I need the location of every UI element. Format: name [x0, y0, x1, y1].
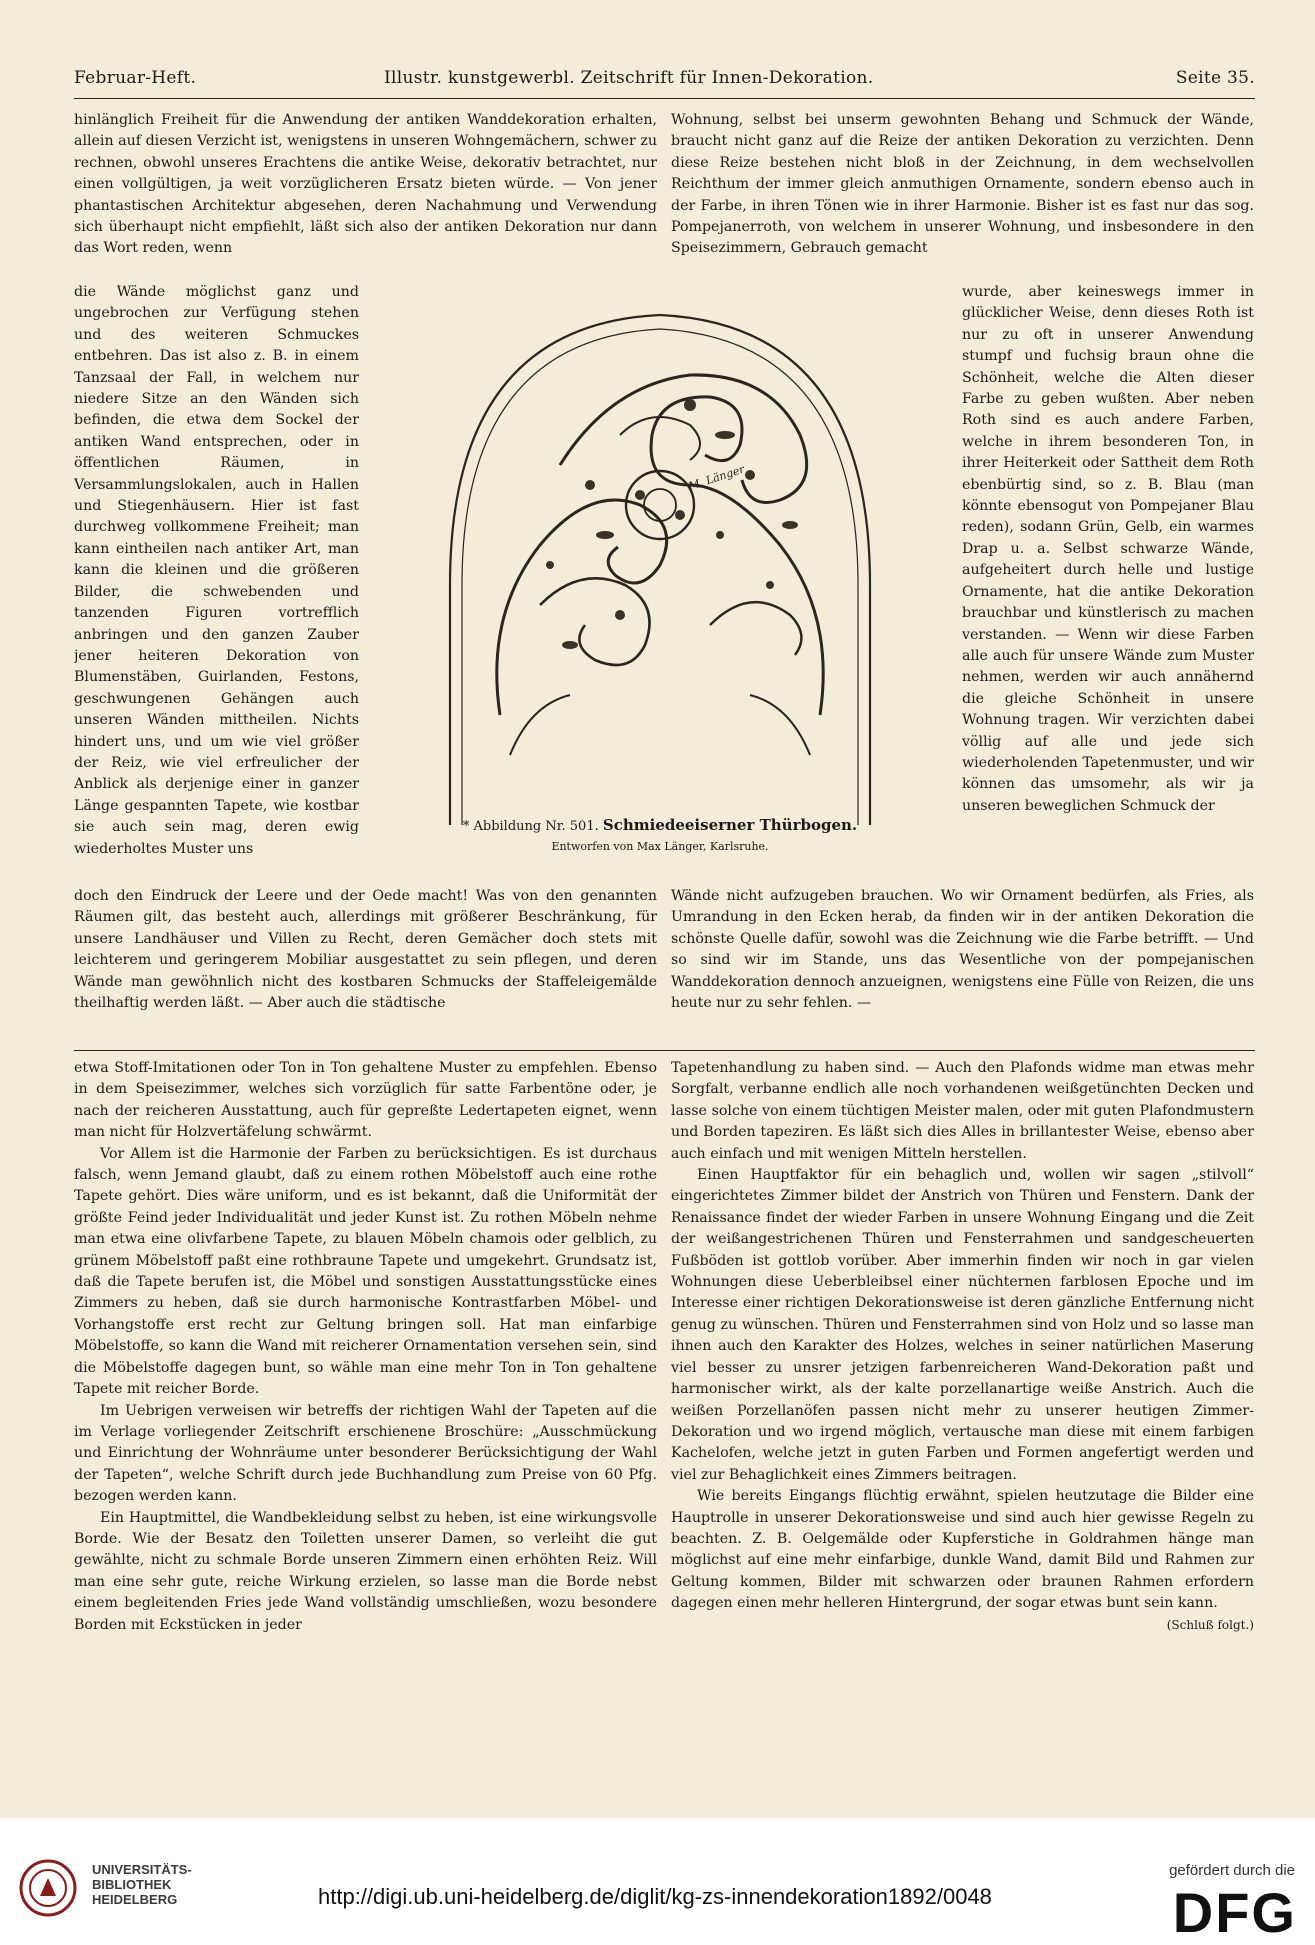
- lower-right-column: [671, 1058, 1254, 1758]
- paragraph: die Wände möglichst ganz und ungebrochen zur Verfügung stehen und des weiteren Schmuckes entbehren. Das ist also z. B. in einem Tanzsaal der Fall, in welchem nur niedere Sitze an den Wänden sich befinden, die etwa dem Sockel der antiken Wand entsprechen, oder in öffentlichen Räumen, in Versammlungslokalen, auch in Hallen und Stiegenhäusern. Hier ist fast durchweg vollkommene Freiheit; man kann eintheilen nach antiker Art, man kann die kleinen und die größeren Bilder, die schwebenden und tanzenden Figuren vortrefflich anbringen und den ganzen Zauber jener heiteren Dekoration von Blumenstäben, Guirlanden, Festons, geschwungenen Gehängen auch unseren Wänden mittheilen. Nichts hindert uns, und um wie viel größer der Reiz, wie viel erfreulicher der Anblick als derjenige einer in ganzer Länge gespannten Tapete, wie kostbar sie auch sein mag, deren ewig wiederholtes Muster uns: [74, 284, 359, 857]
- upper-left-bottom-text: [74, 886, 657, 1036]
- paragraph: Tapetenhandlung zu haben sind. — Auch den Plafonds widme man etwas mehr Sorgfalt, verbanne endlich alle noch vorhandenen weißgetünchten Decken und lasse solche von einem tüchtigen Meister malen, oder mit guten Plafondmustern und Borden tapeziren. Es läßt sich dies Alles in brillantester Weise, ebenso aber auch einfach und mit wenigen Mitteln herstellen.: [671, 1060, 1254, 1162]
- paragraph: Wände nicht aufzugeben brauchen. Wo wir Ornament bedürfen, als Fries, als Umrandung in den Ecken herab, da finden wir in der antiken Dekoration die schönste Quelle dafür, sowohl was die Zeichnung wie die Farbe betrifft. — Und so sind wir im Stande, uns das Wesentliche von der pompejanischen Wanddekoration dennoch anzueignen, wenigstens eine Fülle von Reizen, die uns heute nur zu sehr fehlen. —: [671, 888, 1254, 1012]
- header-journal-title: Illustr. kunstgewerbl. Zeitschrift für Innen-Dekoration.: [384, 68, 874, 88]
- section-rule: [74, 1050, 1255, 1051]
- paragraph: wurde, aber keineswegs immer in glücklicher Weise, denn dieses Roth ist nur zu oft in unserer Anwendung stumpf und fuchsig braun ohne die Schönheit, welche die Alten dieser Farbe zu geben wußten. Aber neben Roth sind es auch andere Farben, welche in ihrem besonderen Ton, in ihrer Heiterkeit oder Sattheit dem Roth ebenbürtig sind, so z. B. Blau (man könnte ebensogut von Pompejaner Blau reden), sodann Grün, Gelb, ein warmes Drap u. a. Selbst schwarze Wände, aufgeheitert durch helle und lustige Ornamente, hat die antike Dekoration brauchbar und künstlerisch zu machen verstanden. — Wenn wir diese Farben alle auch für unsere Wände zum Muster nehmen, werden wir auch annähernd die gleiche Schönheit in unsere Wohnung tragen. Wir verzichten dabei völlig auf alle und jede sich wiederholenden Tapetenmuster, und wir können das umsomehr, als wir ja unseren beweglichen Schmuck der: [962, 284, 1254, 814]
- figure-credit: Entworfen von Max Länger, Karlsruhe.: [551, 840, 769, 853]
- source-url-link[interactable]: http://digi.ub.uni-heidelberg.de/diglit/kg-zs-innendekoration1892/0048: [318, 1884, 992, 1909]
- header-page-number: Seite 35.: [1175, 68, 1255, 88]
- continuation-note: (Schluß folgt.): [1166, 1617, 1254, 1632]
- upper-right-bottom-text: [671, 886, 1254, 1036]
- wrought-iron-arch-illustration: [390, 285, 930, 835]
- upper-left-narrow-text: [74, 282, 359, 886]
- paragraph: Wie bereits Eingangs flüchtig erwähnt, spielen heutzutage die Bilder eine Hauptrolle in unserer Dekorationsweise und sind auch hier gewisse Regeln zu beachten. Z. B. Oelgemälde oder Kupferstiche in Goldrahmen hänge man möglichst auf eine mehr einfarbige, dunkle Wand, damit Bild und Rahmen zur Geltung kommen, Bilder mit schwarzen oder braunen Rahmen erfordern dagegen einen mehr helleren Hintergrund, der sogar etwas bunt sein kann.: [671, 1488, 1254, 1612]
- figure-number: * Abbildung Nr. 501.: [462, 819, 599, 834]
- figure-title: Schmiedeeiserner Thürbogen.: [602, 816, 858, 834]
- figure-caption: [400, 816, 920, 834]
- paragraph: Einen Hauptfaktor für ein behaglich und, wollen wir sagen „stilvoll“ eingerichtetes Zimmer bildet der Anstrich von Thüren und Fenstern. Dank der Renaissance findet der wieder Farben in unsere Wohnung Eingang und die Zeit der weißangestrichenen Thüren und Fensterrahmen und sandgescheuerten Fußböden ist gottlob vorüber. Aber immerhin finden wir noch in gar vielen Wohnungen diese Ueberbleibsel einer nüchternen farblosen Epoche und im Interesse einer richtigen Dekorationsweise ist deren gänzliche Entfernung nicht genug zu wünschen. Thüren und Fensterrahmen sind von Holz und so lasse man ihnen auch den Karakter des Holzes, welches in seiner natürlichen Maserung viel besser zu unsrer jetzigen farbenreicheren Wand-Dekoration paßt und harmonischer wirkt, als der kalte porzellanartige weiße Anstrich. Auch die weißen Porzellanöfen passen nicht mehr zu unserer heutigen Zimmer-Dekoration und wo irgend möglich, vertausche man diese mit einem farbigen Kachelofen, welche jetzt in guten Farben und Formen angefertigt werden und viel zur Behaglichkeit eines Zimmers beitragen.: [671, 1167, 1254, 1483]
- upper-left-text: [74, 110, 657, 282]
- upper-right-text: [671, 110, 1254, 282]
- paragraph: doch den Eindruck der Leere und der Oede macht! Was von den genannten Räumen gilt, das besteht auch, allerdings mit größerer Beschränkung, für unsere Landhäuser und Villen zu Recht, deren Gemächer doch stets mit leichterem und geringerem Mobiliar ausgestattet zu sein pflegen, und deren Wände man gewöhnlich nicht des kostbaren Schmucks der Staffeleigemälde theilhaftig werden läßt. — Aber auch die städtische: [74, 888, 657, 1012]
- paragraph: Ein Hauptmittel, die Wandbekleidung selbst zu heben, ist eine wirkungsvolle Borde. Wie der Besatz den Toiletten unserer Damen, so verleiht die gut gewählte, nicht zu schmale Borde unseren Zimmern einen erhöhten Reiz. Will man eine sehr gute, reiche Wirkung erzielen, so lasse man die Borde nebst einem begleitenden Fries jede Wand vollständig umschließen, wozu besondere Borden mit Eckstücken in jeder: [74, 1509, 657, 1633]
- dfg-logo: DFG: [1172, 1881, 1297, 1944]
- paragraph: Im Uebrigen verweisen wir betreffs der richtigen Wahl der Tapeten auf die im Verlage vorliegender Zeitschrift erschienene Broschüre: „Ausschmückung und Einrichtung der Wohnräume unter besonderer Berücksichtigung der Wahl der Tapeten“, welche Schrift durch jede Buchhandlung zum Preise von 60 Pfg. bezogen werden kann.: [74, 1402, 657, 1505]
- paragraph: hinlänglich Freiheit für die Anwendung der antiken Wanddekoration erhalten, allein auf diesen Verzicht ist, wenigstens in unseren Wohngemächern, schwer zu rechnen, obwohl unseres Erachtens die antike Weise, dekorativ betrachtet, nur einen vollgültigen, ja weit vorzüglicheren Ersatz bieten würde. — Von jener phantastischen Architektur abgesehen, deren Nachahmung und Verwendung sich überhaupt nicht empfiehlt, läßt sich also der antiken Dekoration nur dann das Wort reden, wenn: [74, 112, 657, 257]
- library-name: UNIVERSITÄTS- BIBLIOTHEK HEIDELBERG: [92, 1862, 192, 1907]
- digitization-footer: [0, 1818, 1315, 1942]
- artist-signature: M. Länger: [686, 462, 747, 493]
- university-seal-icon: [18, 1858, 78, 1918]
- funding-note: gefördert durch die: [1169, 1862, 1295, 1879]
- running-header: [74, 68, 1255, 94]
- lower-left-column: [74, 1058, 657, 1758]
- upper-right-narrow-text: [962, 282, 1254, 886]
- header-rule: [74, 98, 1255, 99]
- paragraph: etwa Stoff-Imitationen oder Ton in Ton gehaltene Muster zu empfehlen. Ebenso in dem Speisezimmer, welches sich vorzüglich für satte Farbentöne oder, je nach der reicheren Ausstattung, auch für gepreßte Ledertapeten eignet, wenn man nicht für Holzvertäfelung schwärmt.: [74, 1060, 657, 1141]
- paragraph: Wohnung, selbst bei unserm gewohnten Behang und Schmuck der Wände, braucht nicht ganz auf die Reize der antiken Dekoration zu verzichten. Denn diese Reize bestehen nicht bloß in der Zeichnung, in dem wechselvollen Reichthum der immer gleich anmuthigen Ornamente, sondern ebenso auch in der Farbe, in ihren Tönen wie in ihrer Harmonie. Bisher ist es fast nur das sog. Pompejanerroth, von welchem in unserer Wohnung, und insbesondere in den Speisezimmern, Gebrauch gemacht: [671, 112, 1254, 257]
- header-issue: Februar-Heft.: [74, 68, 197, 88]
- paragraph: Vor Allem ist die Harmonie der Farben zu berücksichtigen. Es ist durchaus falsch, wenn Jemand glaubt, daß zu einem rothen Möbelstoff auch eine rothe Tapete gehört. Dies wäre uniform, und es ist bekannt, daß die Uniformität der größte Feind jeder Individualität und jeder Kunst ist. Zu rothen Möbeln nehme man etwa eine olivfarbene Tapete, zu blauen Möbeln chamois oder gelblich, zu grünem Möbelstoff paßt eine rothbraune Tapete und umgekehrt. Grundsatz ist, daß die Tapete berufen ist, die Möbel und sonstigen Ausstattungsstücke eines Zimmers zu heben, daß sie durch harmonische Kontrastfarben Möbel- und Vorhangstoffe erst recht zur Geltung bringen soll. Hat man einfarbige Möbelstoffe, so kann die Wand mit reicherer Ornamentation versehen sein, sind die Möbelstoffe dagegen bunt, so wähle man eine mehr Ton in Ton gehaltene Tapete mit reicher Borde.: [74, 1145, 657, 1398]
